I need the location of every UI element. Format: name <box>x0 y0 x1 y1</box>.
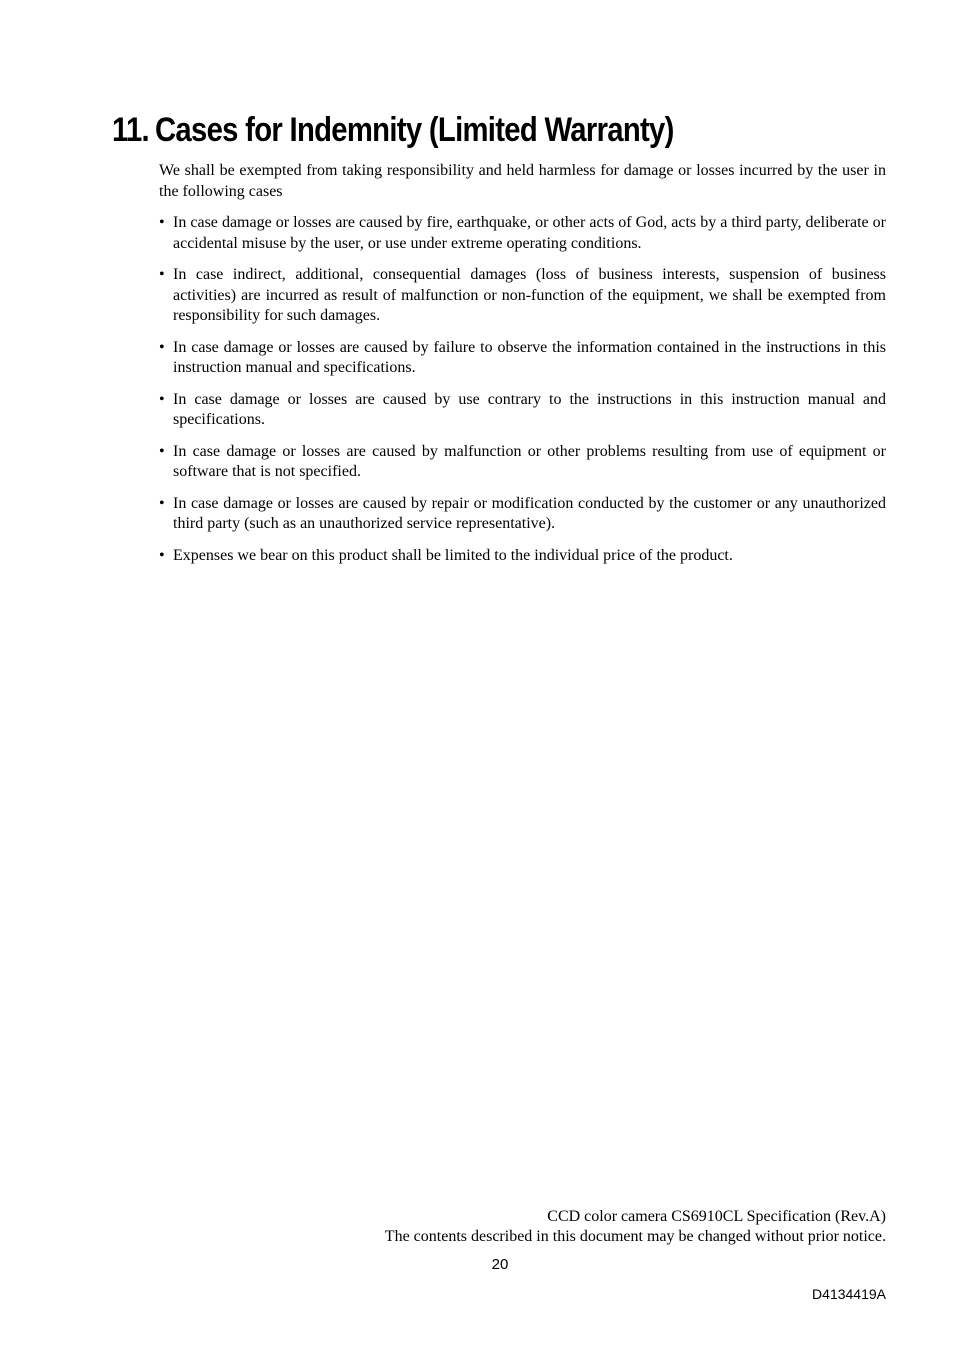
list-item <box>159 338 886 379</box>
section-title: Cases for Indemnity (Limited Warranty) <box>155 111 674 149</box>
page-number: 20 <box>491 1256 509 1273</box>
list-item-text: In case damage or losses are caused by fire, earthquake, or other acts of God, acts by a third party, deliberate or accidental misuse by the user, or use under extreme operating conditions. <box>173 214 886 252</box>
list-item-text: In case damage or losses are caused by use contrary to the instructions in this instruction manual and specifications. <box>173 390 886 428</box>
list-item-text: In case damage or losses are caused by failure to observe the information contained in the instructions in this instruction manual and specifications. <box>173 338 886 376</box>
footer-model-line: CCD color camera CS6910CL Specification (Rev.A) <box>547 1208 886 1225</box>
bullet-icon: • <box>159 338 165 356</box>
section-number: 11. <box>112 111 149 149</box>
list-item <box>159 390 886 431</box>
bullet-icon: • <box>159 494 165 512</box>
list-item <box>159 494 886 535</box>
bullet-icon: • <box>159 214 165 231</box>
bullet-icon: • <box>159 390 165 408</box>
list-item <box>159 213 886 254</box>
document-id: D4134419A <box>812 1286 886 1302</box>
list-item-text: In case indirect, additional, consequential damages (loss of business interests, suspension of business activities) are incurred as result of malfunction or non-function of the equipment, we shall be exempted from responsibility for such damages. <box>173 266 886 324</box>
footer-notice-line: The contents described in this document may be changed without prior notice. <box>384 1228 886 1245</box>
list-item <box>159 442 886 483</box>
intro-paragraph: We shall be exempted from taking responsibility and held harmless for damage or losses incurred by the user in the following cases <box>159 162 886 200</box>
section-heading <box>112 108 674 152</box>
section-body <box>159 161 886 577</box>
list-item-text: Expenses we bear on this product shall be limited to the individual price of the product. <box>173 546 733 564</box>
bullet-icon: • <box>159 266 165 283</box>
list-item-text: In case damage or losses are caused by repair or modification conducted by the customer or any unauthorized third party (such as an unauthorized service representative). <box>173 494 886 532</box>
list-item-text: In case damage or losses are caused by malfunction or other problems resulting from use of equipment or software that is not specified. <box>173 442 886 480</box>
bullet-icon: • <box>159 546 165 564</box>
list-item <box>159 546 886 567</box>
indemnity-case-list <box>159 213 886 566</box>
list-item <box>159 265 886 327</box>
bullet-icon: • <box>159 442 165 460</box>
